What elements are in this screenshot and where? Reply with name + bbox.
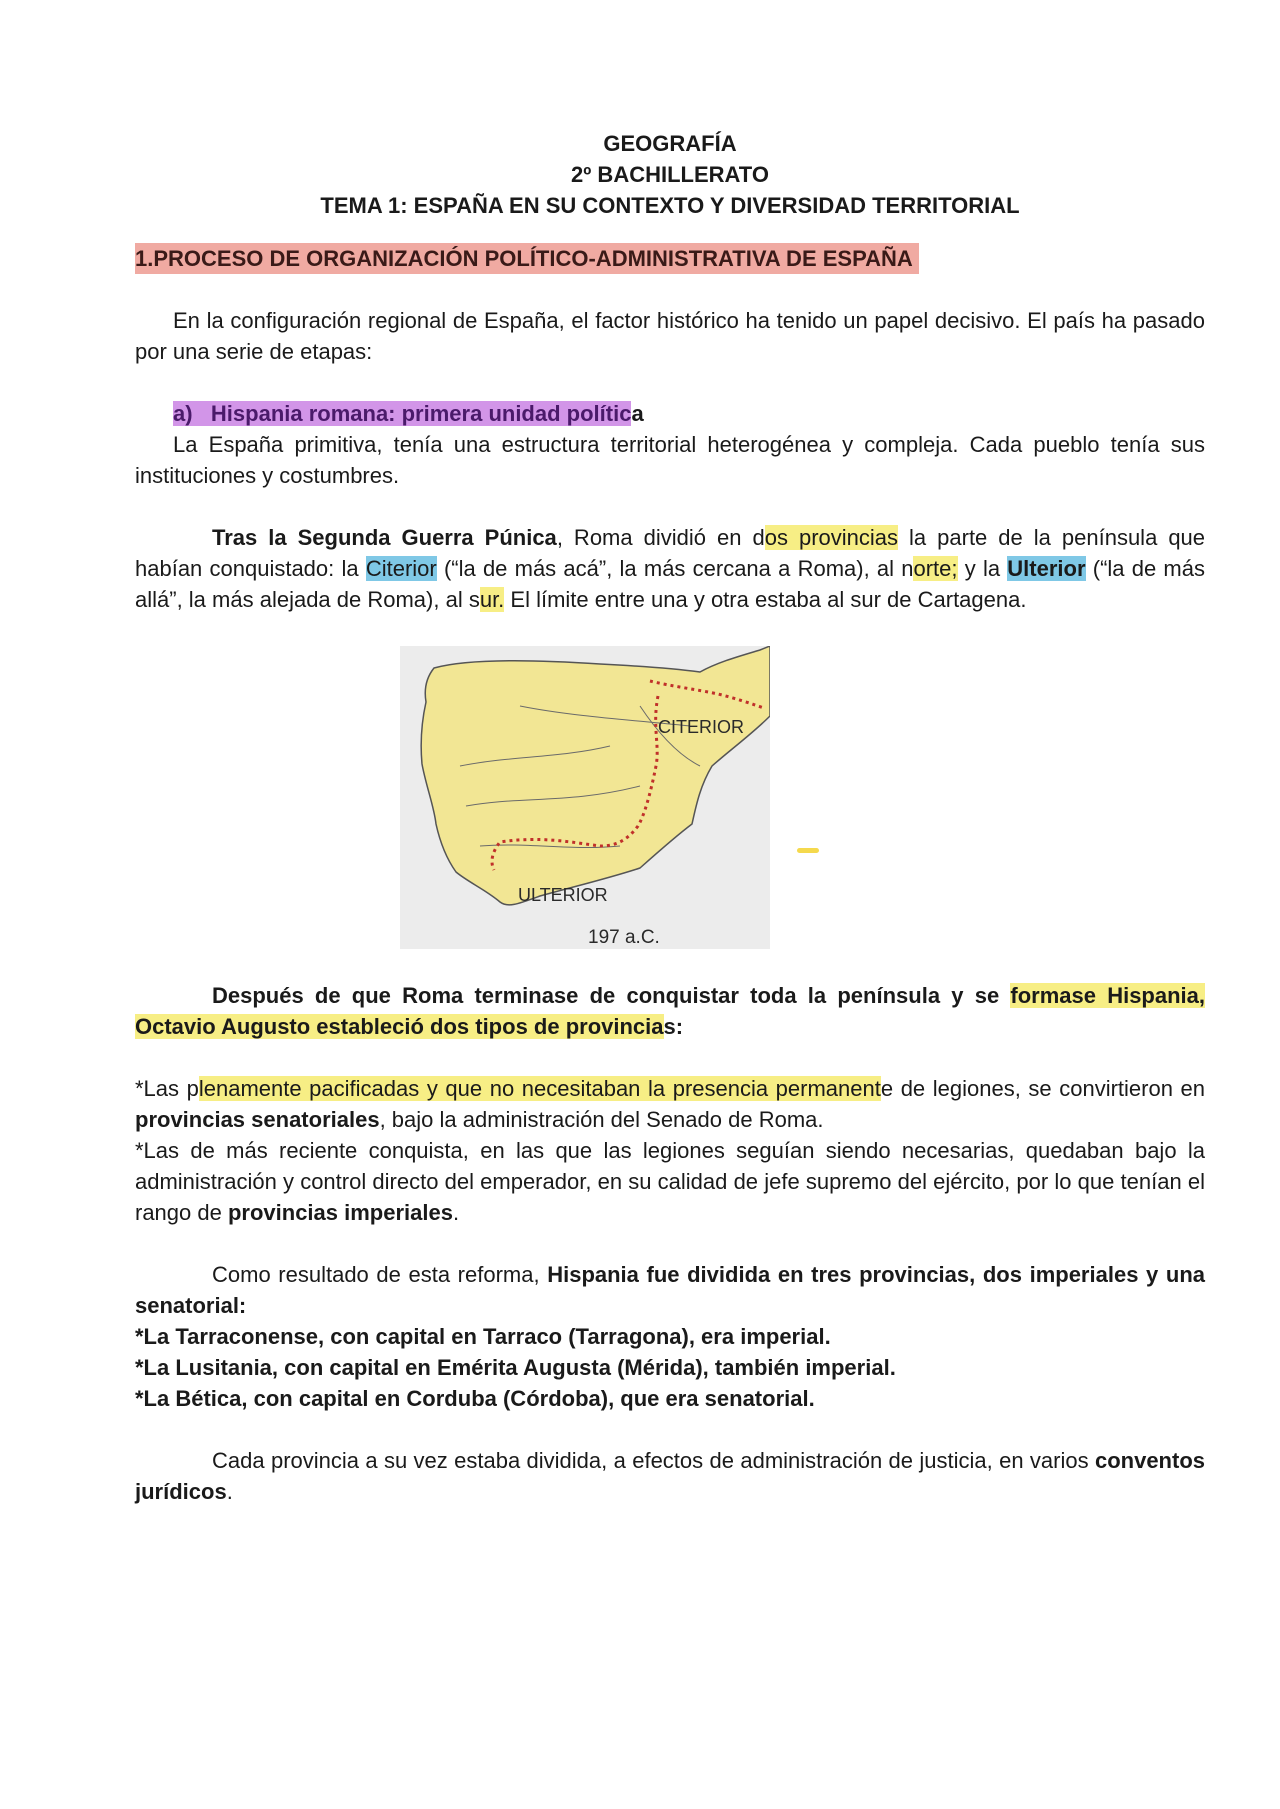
highlight-augustus: formase Hispania, Octavio Augusto estableció dos tipos de provincia (135, 983, 1206, 1039)
highlight-sur: ur. (479, 587, 505, 612)
term-conventos: conventos jurídicos (135, 1448, 1205, 1504)
subsection-a-title (173, 398, 1205, 429)
section-1-title: 1.PROCESO DE ORGANIZACIÓN POLÍTICO-ADMINISTRATIVA DE ESPAÑA (135, 243, 919, 274)
document-page (135, 128, 1205, 1507)
header-topic: TEMA 1: ESPAÑA EN SU CONTEXTO Y DIVERSIDAD TERRITORIAL (320, 193, 1020, 218)
term-imperiales: provincias imperiales (227, 1200, 453, 1225)
highlight-dos-provincias: os provincias (764, 525, 899, 550)
stray-highlight-mark (797, 848, 819, 853)
highlight-norte: orte; (913, 556, 958, 581)
augustus-paragraph: Después de que Roma terminase de conquistar toda la península y se formase Hispania, Octavio Augusto estableció dos tipos de provincias: (135, 983, 1206, 1039)
iberian-peninsula-shape (421, 646, 770, 905)
subsection-marker: a) (173, 401, 193, 426)
intro-paragraph: En la configuración regional de España, el factor histórico ha tenido un papel decisivo. El país ha pasado por una serie de etapas: (135, 308, 1205, 364)
term-senatoriales: provincias senatoriales (135, 1107, 380, 1132)
punic-war-bold: Tras la Segunda Guerra Púnica (212, 525, 557, 550)
map-date: 197 a.C. (588, 927, 660, 948)
subsection-title-tail: a (631, 401, 644, 426)
map-label-ulterior: ULTERIOR (518, 885, 608, 905)
province-item: *La Lusitania, con capital en Emérita Augusta (Mérida), también imperial. (135, 1355, 896, 1380)
province-item: *La Tarraconense, con capital en Tarraco (Tarragona), era imperial. (135, 1324, 831, 1349)
highlight-ulterior: Ulterior (1007, 556, 1086, 581)
province-item: *La Bética, con capital en Corduba (Córdoba), que era senatorial. (135, 1386, 815, 1411)
header-course: 2º BACHILLERATO (571, 162, 769, 187)
map-label-citerior: CITERIOR (658, 717, 745, 737)
primitive-spain-paragraph: La España primitiva, tenía una estructura territorial heterogénea y compleja. Cada pueblo tenía sus instituciones y costumbres. (135, 432, 1205, 488)
subsection-title-text: Hispania romana: primera unidad polític (210, 401, 632, 426)
document-header (135, 128, 1205, 221)
highlight-pacificadas: lenamente pacificadas y que no necesitaban la presencia permanent (198, 1076, 881, 1101)
highlight-citerior: Citerior (365, 556, 437, 581)
punic-war-paragraph: Tras la Segunda Guerra Púnica, Roma dividió en dos provincias la parte de la península que habían conquistado: la Citerior (“la de más acá”, la más cercana a Roma), al norte; y la Ulterior (“la de más allá”, la más alejada de Roma), al sur. El límite entre una y otra estaba al sur de Cartagena. (135, 525, 1206, 612)
hispania-map (400, 646, 770, 949)
conventos-paragraph: Cada provincia a su vez estaba dividida, a efectos de administración de justicia, en varios conventos jurídicos. (135, 1448, 1205, 1504)
result-bold: Hispania fue dividida en tres provincias, dos imperiales y una senatorial: (135, 1262, 1205, 1318)
header-subject: GEOGRAFÍA (603, 131, 737, 156)
senatorial-paragraph: *Las plenamente pacificadas y que no necesitaban la presencia permanente de legiones, se convirtieron en provincias senatoriales, bajo la administración del Senado de Roma. (135, 1076, 1205, 1132)
result-paragraph: Como resultado de esta reforma, Hispania fue dividida en tres provincias, dos imperiales y una senatorial: (135, 1262, 1205, 1318)
imperial-paragraph: *Las de más reciente conquista, en las que las legiones seguían siendo necesarias, quedaban bajo la administración y control directo del emperador, en su calidad de jefe supremo del ejército, por lo que tenían el rango de provincias imperiales. (135, 1138, 1205, 1225)
